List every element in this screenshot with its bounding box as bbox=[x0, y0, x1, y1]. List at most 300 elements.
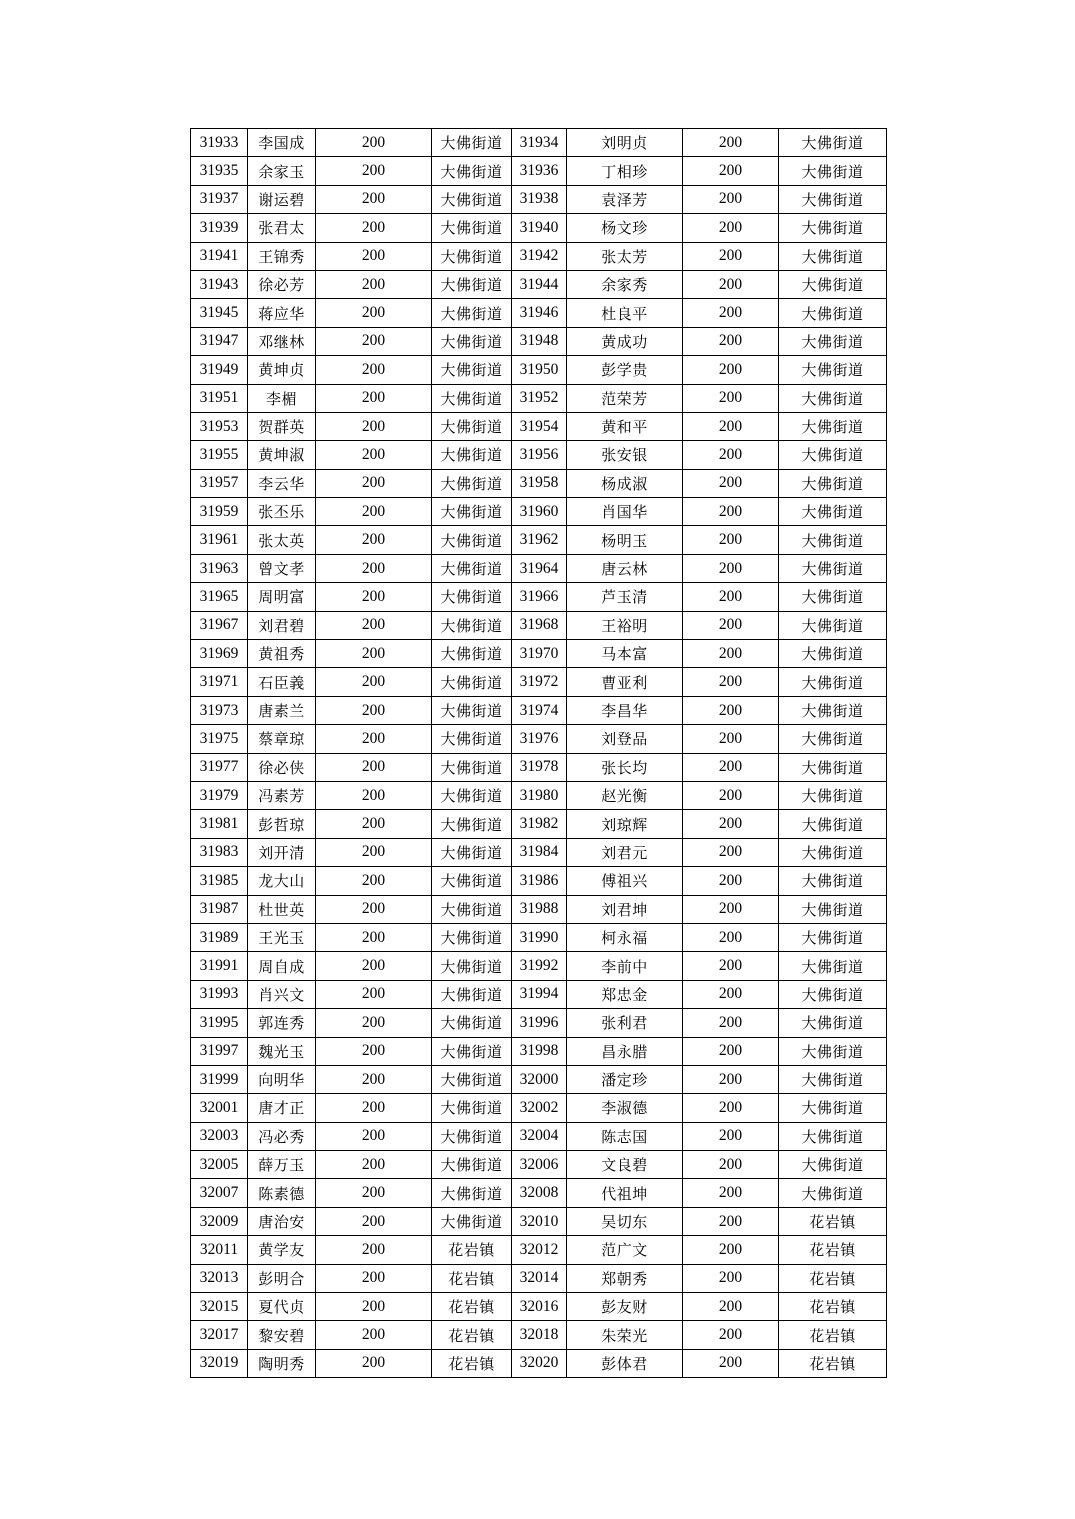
amount-cell: 200 bbox=[316, 185, 432, 213]
township-cell: 大佛街道 bbox=[779, 725, 887, 753]
name-cell: 刘琼辉 bbox=[567, 810, 683, 838]
serial-number-cell: 32007 bbox=[191, 1179, 248, 1207]
serial-number-cell: 31987 bbox=[191, 895, 248, 923]
name-cell: 马本富 bbox=[567, 640, 683, 668]
amount-cell: 200 bbox=[683, 1094, 779, 1122]
serial-number-cell: 31983 bbox=[191, 838, 248, 866]
township-cell: 大佛街道 bbox=[432, 1037, 512, 1065]
name-cell: 彭体君 bbox=[567, 1349, 683, 1377]
amount-cell: 200 bbox=[683, 1009, 779, 1037]
amount-cell: 200 bbox=[316, 1009, 432, 1037]
township-cell: 大佛街道 bbox=[432, 526, 512, 554]
amount-cell: 200 bbox=[316, 356, 432, 384]
serial-number-cell: 31960 bbox=[512, 498, 567, 526]
serial-number-cell: 31947 bbox=[191, 327, 248, 355]
amount-cell: 200 bbox=[316, 611, 432, 639]
township-cell: 大佛街道 bbox=[779, 867, 887, 895]
township-cell: 大佛街道 bbox=[432, 867, 512, 895]
township-cell: 大佛街道 bbox=[779, 838, 887, 866]
township-cell: 大佛街道 bbox=[432, 952, 512, 980]
name-cell: 黎安碧 bbox=[248, 1321, 316, 1349]
name-cell: 唐素兰 bbox=[248, 696, 316, 724]
amount-cell: 200 bbox=[683, 1207, 779, 1235]
table-row bbox=[191, 753, 887, 781]
amount-cell: 200 bbox=[683, 554, 779, 582]
name-cell: 唐云林 bbox=[567, 554, 683, 582]
table-row bbox=[191, 384, 887, 412]
township-cell: 大佛街道 bbox=[779, 327, 887, 355]
table-row bbox=[191, 611, 887, 639]
township-cell: 大佛街道 bbox=[432, 327, 512, 355]
serial-number-cell: 31955 bbox=[191, 441, 248, 469]
amount-cell: 200 bbox=[683, 299, 779, 327]
table-row bbox=[191, 923, 887, 951]
amount-cell: 200 bbox=[316, 1349, 432, 1377]
serial-number-cell: 32018 bbox=[512, 1321, 567, 1349]
township-cell: 大佛街道 bbox=[779, 1065, 887, 1093]
amount-cell: 200 bbox=[683, 214, 779, 242]
amount-cell: 200 bbox=[683, 1264, 779, 1292]
township-cell: 大佛街道 bbox=[779, 299, 887, 327]
serial-number-cell: 31956 bbox=[512, 441, 567, 469]
name-cell: 薛万玉 bbox=[248, 1151, 316, 1179]
serial-number-cell: 31954 bbox=[512, 412, 567, 440]
township-cell: 大佛街道 bbox=[432, 781, 512, 809]
table-body bbox=[191, 129, 887, 1378]
township-cell: 花岩镇 bbox=[432, 1264, 512, 1292]
table-row bbox=[191, 1293, 887, 1321]
township-cell: 大佛街道 bbox=[432, 1151, 512, 1179]
serial-number-cell: 31945 bbox=[191, 299, 248, 327]
table-row bbox=[191, 1207, 887, 1235]
amount-cell: 200 bbox=[316, 696, 432, 724]
name-cell: 刘明贞 bbox=[567, 129, 683, 157]
township-cell: 大佛街道 bbox=[432, 129, 512, 157]
name-cell: 黄坤淑 bbox=[248, 441, 316, 469]
township-cell: 大佛街道 bbox=[779, 1122, 887, 1150]
township-cell: 大佛街道 bbox=[432, 668, 512, 696]
amount-cell: 200 bbox=[316, 412, 432, 440]
amount-cell: 200 bbox=[316, 583, 432, 611]
serial-number-cell: 31990 bbox=[512, 923, 567, 951]
serial-number-cell: 31968 bbox=[512, 611, 567, 639]
serial-number-cell: 31999 bbox=[191, 1065, 248, 1093]
amount-cell: 200 bbox=[683, 781, 779, 809]
serial-number-cell: 31949 bbox=[191, 356, 248, 384]
amount-cell: 200 bbox=[316, 214, 432, 242]
name-cell: 刘君元 bbox=[567, 838, 683, 866]
township-cell: 大佛街道 bbox=[779, 270, 887, 298]
serial-number-cell: 31933 bbox=[191, 129, 248, 157]
amount-cell: 200 bbox=[316, 441, 432, 469]
amount-cell: 200 bbox=[683, 1065, 779, 1093]
name-cell: 范广文 bbox=[567, 1236, 683, 1264]
table-row bbox=[191, 640, 887, 668]
name-cell: 余家玉 bbox=[248, 157, 316, 185]
amount-cell: 200 bbox=[316, 554, 432, 582]
name-cell: 徐必侠 bbox=[248, 753, 316, 781]
name-cell: 郑朝秀 bbox=[567, 1264, 683, 1292]
amount-cell: 200 bbox=[683, 1293, 779, 1321]
serial-number-cell: 31969 bbox=[191, 640, 248, 668]
township-cell: 大佛街道 bbox=[432, 185, 512, 213]
amount-cell: 200 bbox=[316, 1207, 432, 1235]
amount-cell: 200 bbox=[683, 526, 779, 554]
amount-cell: 200 bbox=[683, 1179, 779, 1207]
amount-cell: 200 bbox=[316, 242, 432, 270]
serial-number-cell: 32001 bbox=[191, 1094, 248, 1122]
name-cell: 杨明玉 bbox=[567, 526, 683, 554]
serial-number-cell: 31985 bbox=[191, 867, 248, 895]
amount-cell: 200 bbox=[316, 469, 432, 497]
amount-cell: 200 bbox=[683, 640, 779, 668]
name-cell: 柯永福 bbox=[567, 923, 683, 951]
amount-cell: 200 bbox=[683, 895, 779, 923]
name-cell: 陈志国 bbox=[567, 1122, 683, 1150]
amount-cell: 200 bbox=[316, 1122, 432, 1150]
table-row bbox=[191, 157, 887, 185]
township-cell: 花岩镇 bbox=[779, 1207, 887, 1235]
name-cell: 刘登品 bbox=[567, 725, 683, 753]
name-cell: 陶明秀 bbox=[248, 1349, 316, 1377]
serial-number-cell: 31952 bbox=[512, 384, 567, 412]
serial-number-cell: 31996 bbox=[512, 1009, 567, 1037]
name-cell: 张利君 bbox=[567, 1009, 683, 1037]
serial-number-cell: 31937 bbox=[191, 185, 248, 213]
serial-number-cell: 31997 bbox=[191, 1037, 248, 1065]
name-cell: 余家秀 bbox=[567, 270, 683, 298]
serial-number-cell: 31994 bbox=[512, 980, 567, 1008]
serial-number-cell: 31962 bbox=[512, 526, 567, 554]
name-cell: 袁泽芳 bbox=[567, 185, 683, 213]
amount-cell: 200 bbox=[683, 327, 779, 355]
name-cell: 周自成 bbox=[248, 952, 316, 980]
amount-cell: 200 bbox=[316, 810, 432, 838]
table-row bbox=[191, 1349, 887, 1377]
serial-number-cell: 31975 bbox=[191, 725, 248, 753]
township-cell: 大佛街道 bbox=[432, 412, 512, 440]
name-cell: 杜良平 bbox=[567, 299, 683, 327]
amount-cell: 200 bbox=[316, 327, 432, 355]
township-cell: 大佛街道 bbox=[779, 526, 887, 554]
table-row bbox=[191, 270, 887, 298]
amount-cell: 200 bbox=[316, 1179, 432, 1207]
serial-number-cell: 31967 bbox=[191, 611, 248, 639]
township-cell: 大佛街道 bbox=[432, 583, 512, 611]
serial-number-cell: 31971 bbox=[191, 668, 248, 696]
township-cell: 大佛街道 bbox=[779, 1094, 887, 1122]
township-cell: 大佛街道 bbox=[779, 356, 887, 384]
township-cell: 大佛街道 bbox=[779, 696, 887, 724]
name-cell: 邓继林 bbox=[248, 327, 316, 355]
serial-number-cell: 31998 bbox=[512, 1037, 567, 1065]
name-cell: 刘开清 bbox=[248, 838, 316, 866]
name-cell: 黄祖秀 bbox=[248, 640, 316, 668]
name-cell: 杨成淑 bbox=[567, 469, 683, 497]
table-row bbox=[191, 952, 887, 980]
serial-number-cell: 32011 bbox=[191, 1236, 248, 1264]
name-cell: 赵光衡 bbox=[567, 781, 683, 809]
name-cell: 张长均 bbox=[567, 753, 683, 781]
township-cell: 大佛街道 bbox=[779, 583, 887, 611]
amount-cell: 200 bbox=[683, 185, 779, 213]
township-cell: 大佛街道 bbox=[432, 1065, 512, 1093]
amount-cell: 200 bbox=[683, 923, 779, 951]
table-row bbox=[191, 129, 887, 157]
name-cell: 黄学友 bbox=[248, 1236, 316, 1264]
amount-cell: 200 bbox=[316, 753, 432, 781]
serial-number-cell: 31938 bbox=[512, 185, 567, 213]
serial-number-cell: 31986 bbox=[512, 867, 567, 895]
amount-cell: 200 bbox=[316, 299, 432, 327]
name-cell: 彭哲琼 bbox=[248, 810, 316, 838]
amount-cell: 200 bbox=[683, 157, 779, 185]
township-cell: 大佛街道 bbox=[432, 810, 512, 838]
serial-number-cell: 31936 bbox=[512, 157, 567, 185]
name-cell: 张君太 bbox=[248, 214, 316, 242]
serial-number-cell: 31948 bbox=[512, 327, 567, 355]
township-cell: 大佛街道 bbox=[432, 838, 512, 866]
amount-cell: 200 bbox=[683, 469, 779, 497]
amount-cell: 200 bbox=[316, 1236, 432, 1264]
amount-cell: 200 bbox=[316, 157, 432, 185]
table-row bbox=[191, 299, 887, 327]
amount-cell: 200 bbox=[316, 1321, 432, 1349]
name-cell: 黄和平 bbox=[567, 412, 683, 440]
township-cell: 大佛街道 bbox=[779, 1179, 887, 1207]
name-cell: 傅祖兴 bbox=[567, 867, 683, 895]
amount-cell: 200 bbox=[316, 129, 432, 157]
township-cell: 花岩镇 bbox=[432, 1293, 512, 1321]
township-cell: 大佛街道 bbox=[432, 1207, 512, 1235]
township-cell: 大佛街道 bbox=[432, 980, 512, 1008]
township-cell: 大佛街道 bbox=[779, 781, 887, 809]
name-cell: 石臣義 bbox=[248, 668, 316, 696]
table-row bbox=[191, 1009, 887, 1037]
serial-number-cell: 31980 bbox=[512, 781, 567, 809]
name-cell: 冯必秀 bbox=[248, 1122, 316, 1150]
name-cell: 彭明合 bbox=[248, 1264, 316, 1292]
table-row bbox=[191, 1122, 887, 1150]
table-row bbox=[191, 725, 887, 753]
name-cell: 肖兴文 bbox=[248, 980, 316, 1008]
township-cell: 大佛街道 bbox=[779, 129, 887, 157]
township-cell: 大佛街道 bbox=[432, 923, 512, 951]
table-row bbox=[191, 583, 887, 611]
amount-cell: 200 bbox=[683, 980, 779, 1008]
name-cell: 李国成 bbox=[248, 129, 316, 157]
name-cell: 郑忠金 bbox=[567, 980, 683, 1008]
table-row bbox=[191, 696, 887, 724]
name-cell: 代祖坤 bbox=[567, 1179, 683, 1207]
name-cell: 曹亚利 bbox=[567, 668, 683, 696]
serial-number-cell: 32004 bbox=[512, 1122, 567, 1150]
amount-cell: 200 bbox=[316, 980, 432, 1008]
township-cell: 大佛街道 bbox=[779, 753, 887, 781]
name-cell: 潘定珍 bbox=[567, 1065, 683, 1093]
serial-number-cell: 32016 bbox=[512, 1293, 567, 1321]
serial-number-cell: 31982 bbox=[512, 810, 567, 838]
serial-number-cell: 31966 bbox=[512, 583, 567, 611]
serial-number-cell: 31970 bbox=[512, 640, 567, 668]
amount-cell: 200 bbox=[316, 1264, 432, 1292]
table-row bbox=[191, 412, 887, 440]
name-cell: 冯素芳 bbox=[248, 781, 316, 809]
township-cell: 大佛街道 bbox=[432, 270, 512, 298]
amount-cell: 200 bbox=[316, 498, 432, 526]
name-cell: 蔡章琼 bbox=[248, 725, 316, 753]
township-cell: 大佛街道 bbox=[432, 1122, 512, 1150]
amount-cell: 200 bbox=[683, 611, 779, 639]
name-cell: 谢运碧 bbox=[248, 185, 316, 213]
township-cell: 大佛街道 bbox=[779, 952, 887, 980]
township-cell: 花岩镇 bbox=[779, 1264, 887, 1292]
township-cell: 大佛街道 bbox=[432, 299, 512, 327]
amount-cell: 200 bbox=[683, 412, 779, 440]
table-row bbox=[191, 1321, 887, 1349]
name-cell: 魏光玉 bbox=[248, 1037, 316, 1065]
serial-number-cell: 31958 bbox=[512, 469, 567, 497]
township-cell: 大佛街道 bbox=[779, 668, 887, 696]
amount-cell: 200 bbox=[316, 1293, 432, 1321]
table-row bbox=[191, 1065, 887, 1093]
serial-number-cell: 31964 bbox=[512, 554, 567, 582]
township-cell: 大佛街道 bbox=[432, 1179, 512, 1207]
serial-number-cell: 31941 bbox=[191, 242, 248, 270]
township-cell: 大佛街道 bbox=[432, 696, 512, 724]
township-cell: 大佛街道 bbox=[432, 895, 512, 923]
serial-number-cell: 31973 bbox=[191, 696, 248, 724]
township-cell: 大佛街道 bbox=[432, 725, 512, 753]
amount-cell: 200 bbox=[316, 895, 432, 923]
amount-cell: 200 bbox=[316, 867, 432, 895]
serial-number-cell: 31961 bbox=[191, 526, 248, 554]
name-cell: 刘君碧 bbox=[248, 611, 316, 639]
serial-number-cell: 31984 bbox=[512, 838, 567, 866]
name-cell: 龙大山 bbox=[248, 867, 316, 895]
serial-number-cell: 31935 bbox=[191, 157, 248, 185]
township-cell: 大佛街道 bbox=[432, 384, 512, 412]
amount-cell: 200 bbox=[683, 1037, 779, 1065]
serial-number-cell: 31993 bbox=[191, 980, 248, 1008]
name-cell: 张丕乐 bbox=[248, 498, 316, 526]
table-row bbox=[191, 469, 887, 497]
amount-cell: 200 bbox=[316, 270, 432, 298]
amount-cell: 200 bbox=[316, 1037, 432, 1065]
serial-number-cell: 31939 bbox=[191, 214, 248, 242]
amount-cell: 200 bbox=[316, 640, 432, 668]
township-cell: 花岩镇 bbox=[779, 1293, 887, 1321]
amount-cell: 200 bbox=[683, 725, 779, 753]
name-cell: 唐治安 bbox=[248, 1207, 316, 1235]
amount-cell: 200 bbox=[316, 838, 432, 866]
amount-cell: 200 bbox=[683, 867, 779, 895]
serial-number-cell: 32019 bbox=[191, 1349, 248, 1377]
township-cell: 大佛街道 bbox=[779, 640, 887, 668]
name-cell: 贺群英 bbox=[248, 412, 316, 440]
serial-number-cell: 32020 bbox=[512, 1349, 567, 1377]
township-cell: 花岩镇 bbox=[779, 1321, 887, 1349]
name-cell: 范荣芳 bbox=[567, 384, 683, 412]
serial-number-cell: 31965 bbox=[191, 583, 248, 611]
table-row bbox=[191, 867, 887, 895]
name-cell: 张太芳 bbox=[567, 242, 683, 270]
serial-number-cell: 31946 bbox=[512, 299, 567, 327]
name-cell: 彭学贵 bbox=[567, 356, 683, 384]
township-cell: 大佛街道 bbox=[432, 498, 512, 526]
amount-cell: 200 bbox=[683, 668, 779, 696]
name-cell: 郭连秀 bbox=[248, 1009, 316, 1037]
township-cell: 大佛街道 bbox=[432, 157, 512, 185]
township-cell: 花岩镇 bbox=[432, 1236, 512, 1264]
amount-cell: 200 bbox=[683, 838, 779, 866]
table-row bbox=[191, 526, 887, 554]
township-cell: 大佛街道 bbox=[779, 1037, 887, 1065]
amount-cell: 200 bbox=[683, 753, 779, 781]
township-cell: 大佛街道 bbox=[432, 1094, 512, 1122]
serial-number-cell: 31934 bbox=[512, 129, 567, 157]
serial-number-cell: 31976 bbox=[512, 725, 567, 753]
serial-number-cell: 31950 bbox=[512, 356, 567, 384]
amount-cell: 200 bbox=[316, 725, 432, 753]
serial-number-cell: 31959 bbox=[191, 498, 248, 526]
subsidy-roster-table bbox=[190, 128, 887, 1378]
township-cell: 花岩镇 bbox=[432, 1321, 512, 1349]
township-cell: 大佛街道 bbox=[432, 554, 512, 582]
table-row bbox=[191, 668, 887, 696]
serial-number-cell: 32008 bbox=[512, 1179, 567, 1207]
township-cell: 大佛街道 bbox=[779, 185, 887, 213]
name-cell: 黄成功 bbox=[567, 327, 683, 355]
serial-number-cell: 31951 bbox=[191, 384, 248, 412]
name-cell: 唐才正 bbox=[248, 1094, 316, 1122]
name-cell: 刘君坤 bbox=[567, 895, 683, 923]
name-cell: 彭友财 bbox=[567, 1293, 683, 1321]
serial-number-cell: 31963 bbox=[191, 554, 248, 582]
serial-number-cell: 31944 bbox=[512, 270, 567, 298]
amount-cell: 200 bbox=[683, 1349, 779, 1377]
amount-cell: 200 bbox=[683, 356, 779, 384]
township-cell: 大佛街道 bbox=[779, 242, 887, 270]
township-cell: 大佛街道 bbox=[779, 895, 887, 923]
serial-number-cell: 32006 bbox=[512, 1151, 567, 1179]
table-row bbox=[191, 1264, 887, 1292]
serial-number-cell: 31992 bbox=[512, 952, 567, 980]
serial-number-cell: 31989 bbox=[191, 923, 248, 951]
township-cell: 大佛街道 bbox=[432, 214, 512, 242]
amount-cell: 200 bbox=[683, 1151, 779, 1179]
township-cell: 大佛街道 bbox=[779, 923, 887, 951]
table-row bbox=[191, 441, 887, 469]
serial-number-cell: 31972 bbox=[512, 668, 567, 696]
table-row bbox=[191, 356, 887, 384]
amount-cell: 200 bbox=[683, 696, 779, 724]
table-row bbox=[191, 498, 887, 526]
table-row bbox=[191, 185, 887, 213]
serial-number-cell: 32003 bbox=[191, 1122, 248, 1150]
name-cell: 夏代贞 bbox=[248, 1293, 316, 1321]
township-cell: 大佛街道 bbox=[432, 356, 512, 384]
name-cell: 张太英 bbox=[248, 526, 316, 554]
name-cell: 肖国华 bbox=[567, 498, 683, 526]
township-cell: 花岩镇 bbox=[779, 1236, 887, 1264]
name-cell: 杨文珍 bbox=[567, 214, 683, 242]
amount-cell: 200 bbox=[683, 498, 779, 526]
serial-number-cell: 31942 bbox=[512, 242, 567, 270]
name-cell: 周明富 bbox=[248, 583, 316, 611]
township-cell: 大佛街道 bbox=[779, 554, 887, 582]
name-cell: 蒋应华 bbox=[248, 299, 316, 327]
